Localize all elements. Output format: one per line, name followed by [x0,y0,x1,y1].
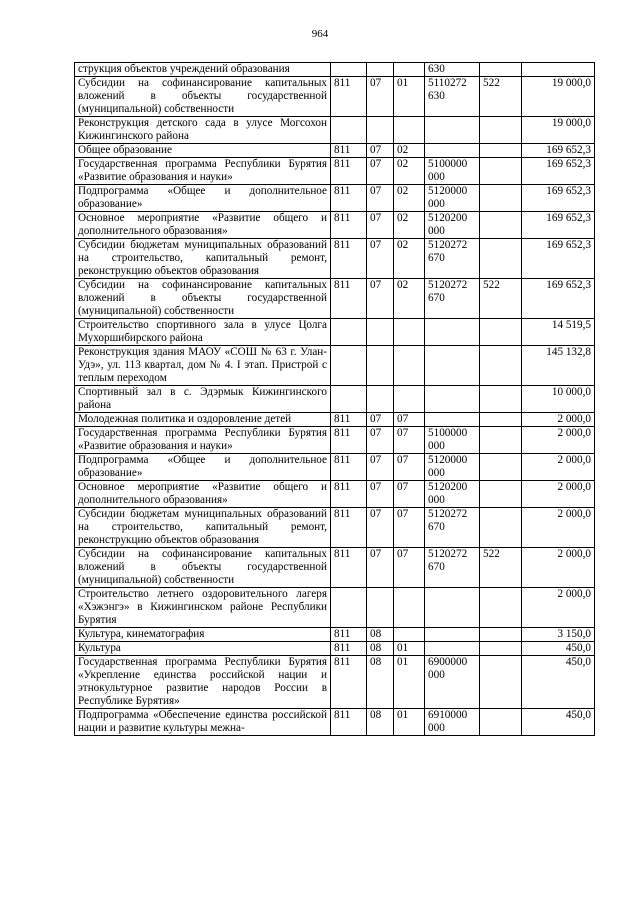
section-code-cell: 08 [367,656,394,709]
row-name-cell: Подпрограмма «Общее и дополнительное образование» [75,454,331,481]
target-article-code-cell [425,319,480,346]
table-row [75,346,595,386]
table-row [75,628,595,642]
expense-type-code-cell [480,144,522,158]
subsection-code-cell [394,386,425,413]
ministry-code-cell: 811 [331,144,367,158]
row-name-cell: Подпрограмма «Обеспечение единства российской нации и развитие культуры межна- [75,709,331,736]
row-name-cell: Реконструкция здания МАОУ «СОШ № 63 г. Улан-Удэ», ул. 113 квартал, дом № 4. I этап. Пристрой с теплым переходом [75,346,331,386]
row-name-cell: струкция объектов учреждений образования [75,63,331,77]
ministry-code-cell: 811 [331,77,367,117]
amount-cell: 169 652,3 [522,158,595,185]
target-article-code-cell [425,386,480,413]
section-code-cell: 08 [367,642,394,656]
target-article-code-cell: 5120200 000 [425,481,480,508]
row-name-cell: Основное мероприятие «Развитие общего и дополнительного образования» [75,481,331,508]
row-name-cell: Строительство летнего оздоровительного лагеря «Хэжэнгэ» в Кижингинском районе Республики Бурятия [75,588,331,628]
amount-cell: 2 000,0 [522,413,595,427]
ministry-code-cell: 811 [331,239,367,279]
target-article-code-cell: 5100000 000 [425,158,480,185]
ministry-code-cell: 811 [331,628,367,642]
section-code-cell [367,63,394,77]
table-row [75,413,595,427]
expense-type-code-cell [480,508,522,548]
amount-cell: 145 132,8 [522,346,595,386]
amount-cell: 450,0 [522,709,595,736]
expense-type-code-cell [480,63,522,77]
ministry-code-cell: 811 [331,427,367,454]
subsection-code-cell: 07 [394,413,425,427]
table-row [75,642,595,656]
subsection-code-cell: 02 [394,144,425,158]
section-code-cell [367,386,394,413]
target-article-code-cell: 5120000 000 [425,185,480,212]
target-article-code-cell: 6900000 000 [425,656,480,709]
expense-type-code-cell [480,185,522,212]
section-code-cell: 07 [367,158,394,185]
subsection-code-cell: 07 [394,548,425,588]
ministry-code-cell: 811 [331,454,367,481]
table-row [75,319,595,346]
table-row [75,279,595,319]
amount-cell: 2 000,0 [522,481,595,508]
row-name-cell: Субсидии на софинансирование капитальных вложений в объекты государственной (муниципальной) собственности [75,279,331,319]
row-name-cell: Субсидии на софинансирование капитальных вложений в объекты государственной (муниципальной) собственности [75,548,331,588]
table-row [75,158,595,185]
ministry-code-cell: 811 [331,212,367,239]
section-code-cell: 07 [367,548,394,588]
amount-cell: 3 150,0 [522,628,595,642]
amount-cell: 2 000,0 [522,508,595,548]
subsection-code-cell [394,588,425,628]
section-code-cell: 07 [367,212,394,239]
table-row [75,212,595,239]
section-code-cell: 07 [367,279,394,319]
expense-type-code-cell [480,656,522,709]
row-name-cell: Субсидии на софинансирование капитальных вложений в объекты государственной (муниципальной) собственности [75,77,331,117]
ministry-code-cell [331,319,367,346]
ministry-code-cell: 811 [331,508,367,548]
row-name-cell: Подпрограмма «Общее и дополнительное образование» [75,185,331,212]
target-article-code-cell: 5120272 670 [425,548,480,588]
target-article-code-cell: 5120200 000 [425,212,480,239]
budget-table-body [75,63,595,736]
row-name-cell: Государственная программа Республики Бурятия «Развитие образования и науки» [75,427,331,454]
expense-type-code-cell [480,319,522,346]
table-row [75,386,595,413]
row-name-cell: Спортивный зал в с. Эдэрмык Кижингинского района [75,386,331,413]
subsection-code-cell [394,319,425,346]
target-article-code-cell: 6910000 000 [425,709,480,736]
amount-cell: 169 652,3 [522,279,595,319]
table-row [75,63,595,77]
expense-type-code-cell: 522 [480,548,522,588]
expense-type-code-cell [480,454,522,481]
section-code-cell [367,319,394,346]
subsection-code-cell: 02 [394,279,425,319]
expense-type-code-cell [480,158,522,185]
ministry-code-cell: 811 [331,279,367,319]
ministry-code-cell: 811 [331,548,367,588]
subsection-code-cell: 07 [394,508,425,548]
table-row [75,709,595,736]
table-row [75,508,595,548]
row-name-cell: Государственная программа Республики Бурятия «Развитие образования и науки» [75,158,331,185]
subsection-code-cell: 02 [394,185,425,212]
ministry-code-cell [331,386,367,413]
section-code-cell [367,117,394,144]
ministry-code-cell [331,346,367,386]
expense-type-code-cell [480,427,522,454]
row-name-cell: Строительство спортивного зала в улусе Цолга Мухоршибирского района [75,319,331,346]
target-article-code-cell [425,588,480,628]
section-code-cell: 07 [367,239,394,279]
table-row [75,144,595,158]
amount-cell: 169 652,3 [522,144,595,158]
budget-table [74,62,595,736]
subsection-code-cell [394,346,425,386]
table-row [75,427,595,454]
expense-type-code-cell [480,212,522,239]
section-code-cell [367,346,394,386]
subsection-code-cell: 07 [394,454,425,481]
table-row [75,239,595,279]
section-code-cell: 08 [367,628,394,642]
table-row [75,481,595,508]
ministry-code-cell [331,117,367,144]
expense-type-code-cell [480,239,522,279]
table-row [75,454,595,481]
expense-type-code-cell [480,413,522,427]
amount-cell: 169 652,3 [522,212,595,239]
ministry-code-cell: 811 [331,709,367,736]
table-row [75,185,595,212]
amount-cell: 14 519,5 [522,319,595,346]
amount-cell: 2 000,0 [522,588,595,628]
target-article-code-cell [425,117,480,144]
row-name-cell: Культура [75,642,331,656]
table-row [75,588,595,628]
expense-type-code-cell [480,117,522,144]
target-article-code-cell [425,642,480,656]
expense-type-code-cell: 522 [480,77,522,117]
target-article-code-cell: 5120272 670 [425,508,480,548]
target-article-code-cell [425,144,480,158]
subsection-code-cell: 01 [394,77,425,117]
page-number: 964 [311,28,329,40]
amount-cell: 2 000,0 [522,454,595,481]
subsection-code-cell: 01 [394,656,425,709]
subsection-code-cell: 02 [394,212,425,239]
table-row [75,548,595,588]
amount-cell: 19 000,0 [522,77,595,117]
amount-cell: 10 000,0 [522,386,595,413]
amount-cell: 450,0 [522,642,595,656]
amount-cell: 169 652,3 [522,185,595,212]
section-code-cell: 07 [367,508,394,548]
row-name-cell: Основное мероприятие «Развитие общего и дополнительного образования» [75,212,331,239]
table-row [75,117,595,144]
section-code-cell [367,588,394,628]
subsection-code-cell: 01 [394,709,425,736]
expense-type-code-cell [480,628,522,642]
ministry-code-cell: 811 [331,656,367,709]
row-name-cell: Общее образование [75,144,331,158]
subsection-code-cell: 07 [394,481,425,508]
amount-cell: 2 000,0 [522,548,595,588]
ministry-code-cell: 811 [331,158,367,185]
expense-type-code-cell [480,481,522,508]
subsection-code-cell: 02 [394,239,425,279]
amount-cell: 169 652,3 [522,239,595,279]
row-name-cell: Реконструкция детского сада в улусе Могсохон Кижингинского района [75,117,331,144]
section-code-cell: 07 [367,427,394,454]
ministry-code-cell: 811 [331,642,367,656]
target-article-code-cell [425,413,480,427]
expense-type-code-cell: 522 [480,279,522,319]
subsection-code-cell: 01 [394,642,425,656]
target-article-code-cell: 5120000 000 [425,454,480,481]
amount-cell: 450,0 [522,656,595,709]
section-code-cell: 07 [367,77,394,117]
ministry-code-cell: 811 [331,481,367,508]
expense-type-code-cell [480,386,522,413]
ministry-code-cell [331,588,367,628]
subsection-code-cell: 02 [394,158,425,185]
table-row [75,77,595,117]
expense-type-code-cell [480,709,522,736]
subsection-code-cell: 07 [394,427,425,454]
target-article-code-cell: 630 [425,63,480,77]
ministry-code-cell [331,63,367,77]
section-code-cell: 07 [367,413,394,427]
target-article-code-cell: 5110272 630 [425,77,480,117]
table-row [75,656,595,709]
expense-type-code-cell [480,588,522,628]
row-name-cell: Культура, кинематография [75,628,331,642]
target-article-code-cell: 5120272 670 [425,279,480,319]
section-code-cell: 07 [367,185,394,212]
target-article-code-cell [425,346,480,386]
subsection-code-cell [394,63,425,77]
target-article-code-cell: 5120272 670 [425,239,480,279]
section-code-cell: 07 [367,454,394,481]
amount-cell: 2 000,0 [522,427,595,454]
expense-type-code-cell [480,346,522,386]
amount-cell: 19 000,0 [522,117,595,144]
section-code-cell: 08 [367,709,394,736]
row-name-cell: Субсидии бюджетам муниципальных образований на строительство, капитальный ремонт, реконструкцию объектов образования [75,508,331,548]
row-name-cell: Государственная программа Республики Бурятия «Укрепление единства российской нации и этнокультурное развитие народов России в Республике Бурятия» [75,656,331,709]
section-code-cell: 07 [367,144,394,158]
subsection-code-cell [394,117,425,144]
amount-cell [522,63,595,77]
target-article-code-cell [425,628,480,642]
subsection-code-cell [394,628,425,642]
row-name-cell: Субсидии бюджетам муниципальных образований на строительство, капитальный ремонт, реконструкцию объектов образования [75,239,331,279]
target-article-code-cell: 5100000 000 [425,427,480,454]
ministry-code-cell: 811 [331,185,367,212]
expense-type-code-cell [480,642,522,656]
ministry-code-cell: 811 [331,413,367,427]
row-name-cell: Молодежная политика и оздоровление детей [75,413,331,427]
section-code-cell: 07 [367,481,394,508]
